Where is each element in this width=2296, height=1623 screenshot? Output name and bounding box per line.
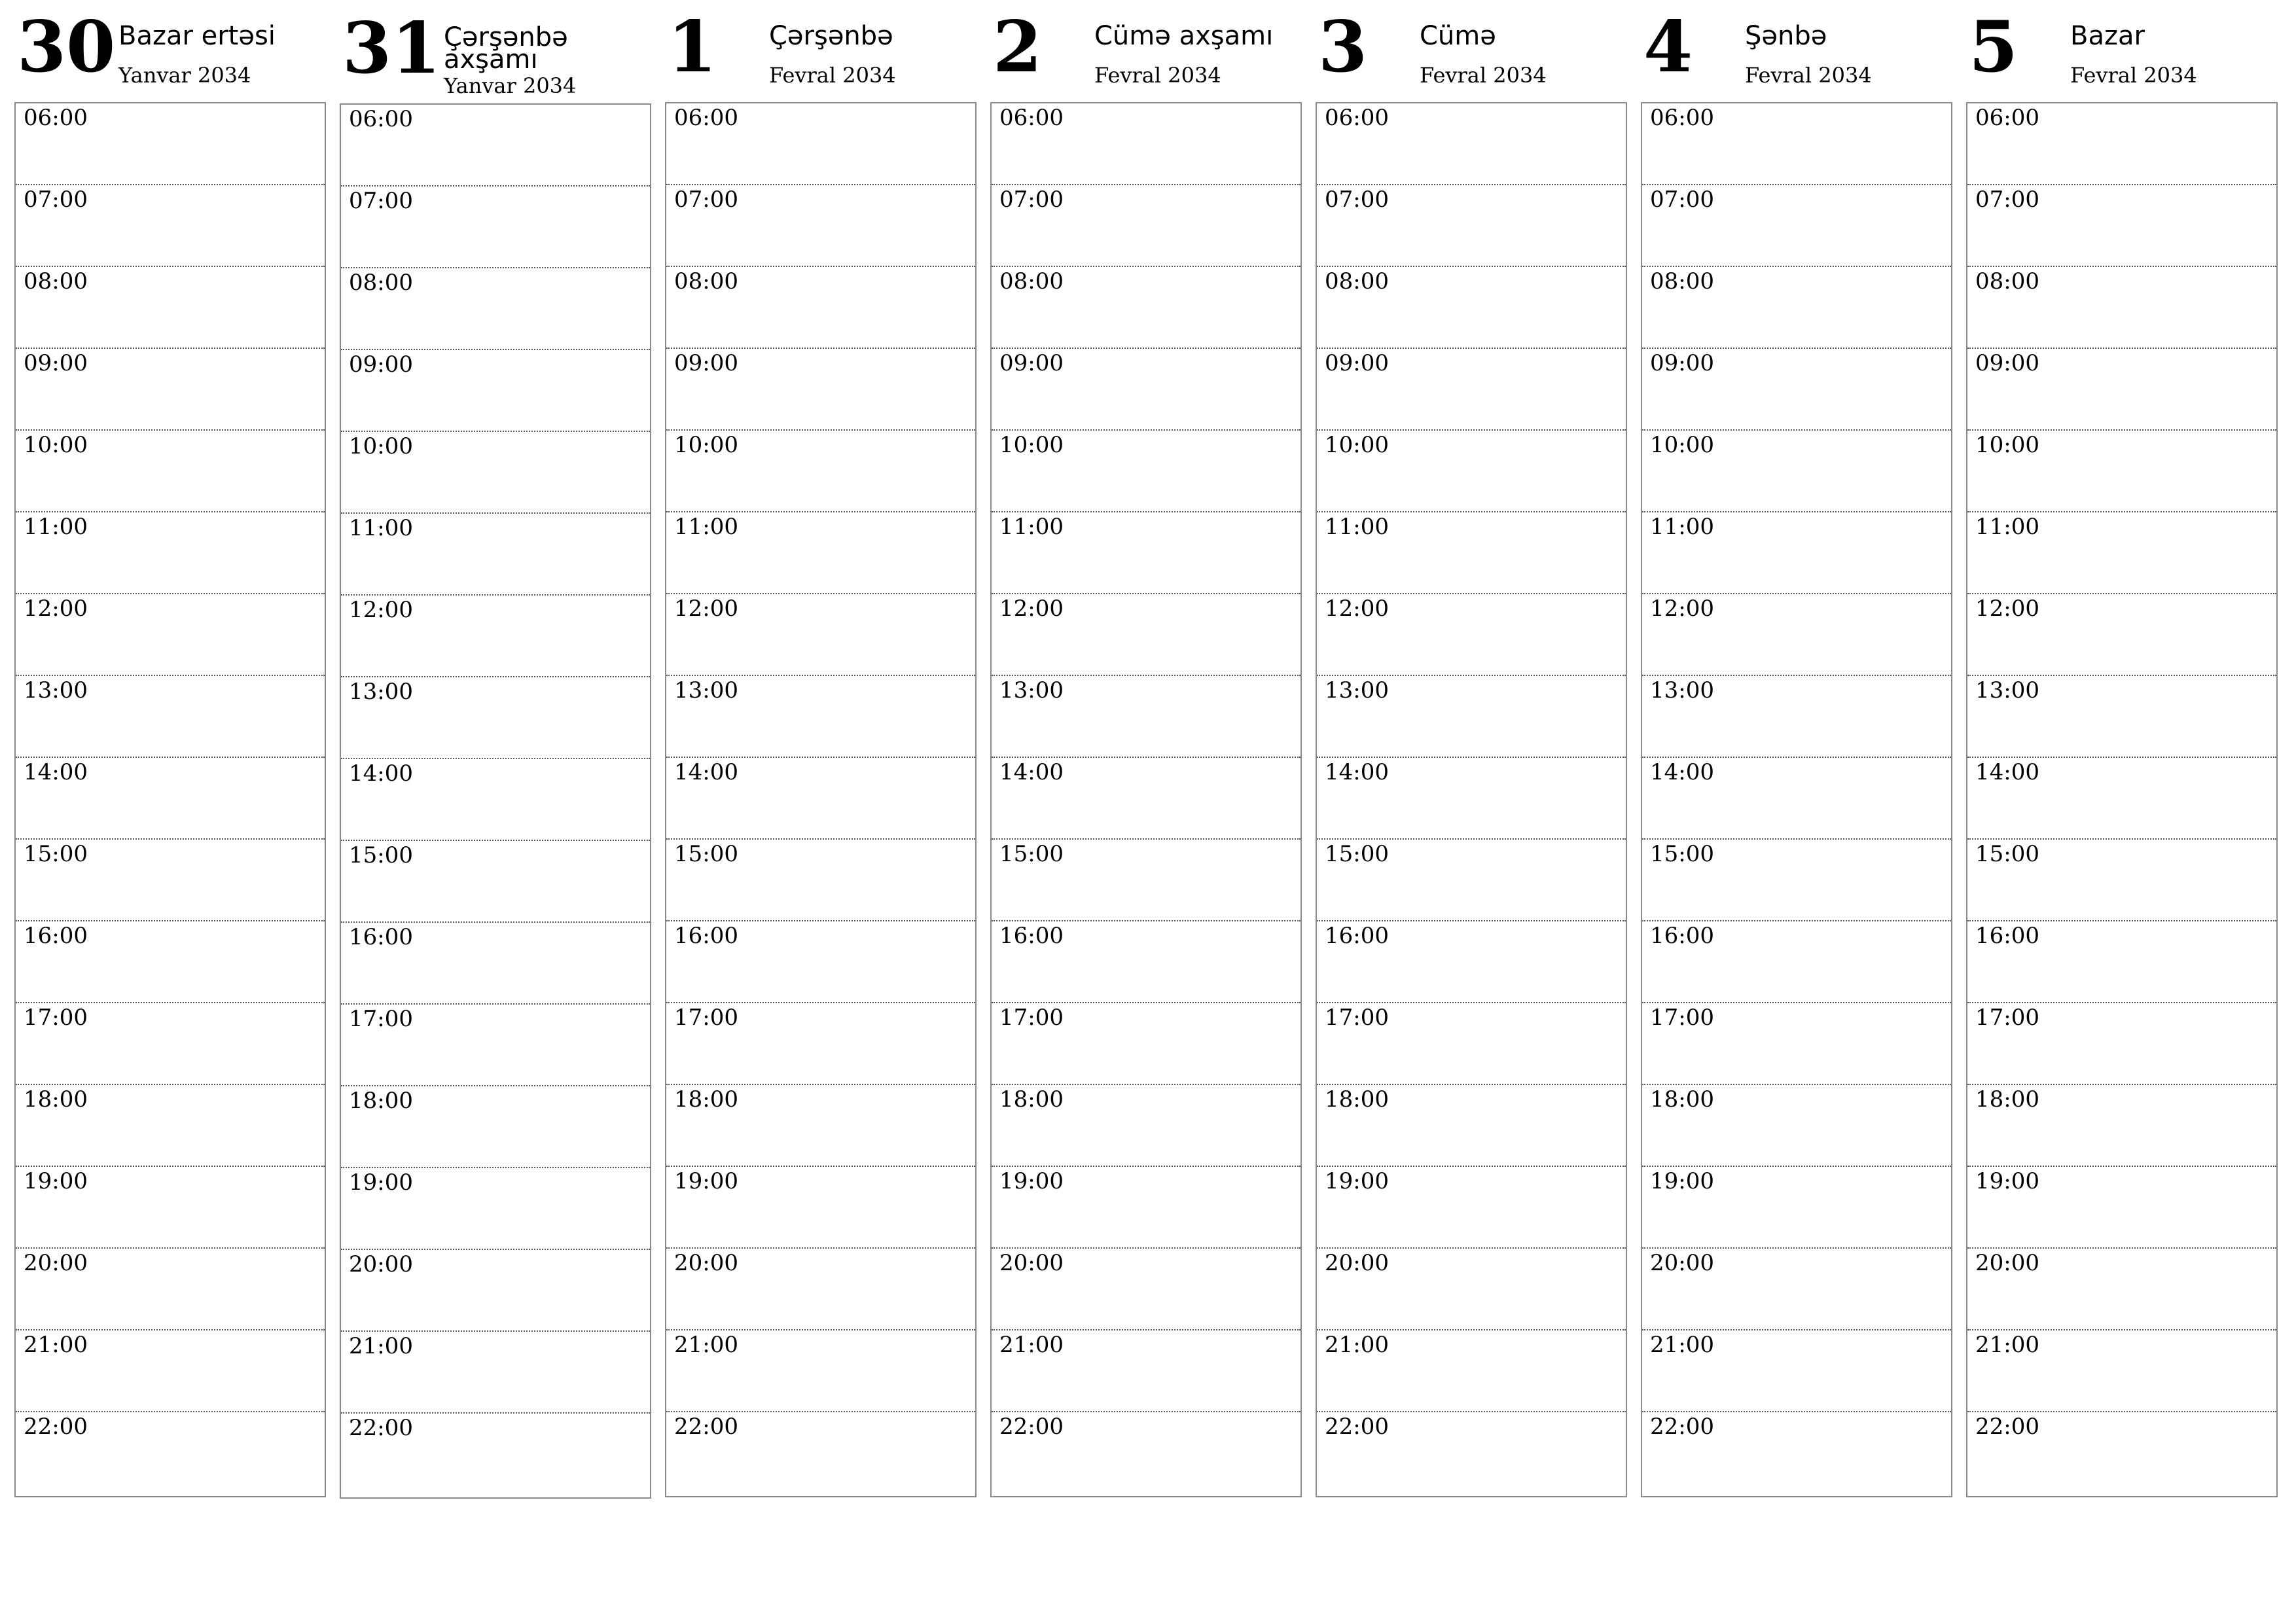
time-slot[interactable] bbox=[1317, 185, 1626, 267]
time-label: 20:00 bbox=[1325, 1250, 1389, 1276]
time-label: 18:00 bbox=[1650, 1086, 1714, 1113]
time-label: 18:00 bbox=[1975, 1086, 2039, 1113]
time-slot[interactable] bbox=[1642, 1167, 1951, 1249]
time-slot[interactable] bbox=[1317, 1249, 1626, 1330]
time-slot[interactable] bbox=[16, 594, 325, 676]
time-label: 18:00 bbox=[24, 1086, 88, 1113]
day-header bbox=[1641, 0, 1952, 103]
time-slot[interactable] bbox=[666, 1003, 975, 1085]
time-label: 06:00 bbox=[1650, 105, 1714, 131]
day-number: 5 bbox=[1969, 6, 2018, 88]
time-label: 10:00 bbox=[1975, 432, 2039, 458]
day-column bbox=[1316, 0, 1627, 1440]
time-slot[interactable] bbox=[341, 105, 650, 187]
time-slot[interactable] bbox=[341, 596, 650, 677]
month-year: Fevral 2034 bbox=[769, 63, 896, 88]
time-label: 17:00 bbox=[1975, 1005, 2039, 1031]
time-label: 13:00 bbox=[349, 679, 413, 705]
time-label: 19:00 bbox=[674, 1168, 738, 1194]
day-number: 1 bbox=[668, 6, 717, 88]
time-slot[interactable] bbox=[1317, 1167, 1626, 1249]
time-label: 21:00 bbox=[1325, 1332, 1389, 1358]
time-label: 11:00 bbox=[349, 515, 413, 541]
time-label: 11:00 bbox=[1650, 514, 1714, 540]
time-label: 08:00 bbox=[1975, 268, 2039, 294]
time-label: 16:00 bbox=[999, 923, 1064, 949]
weekday-name: Çərşənbə axşamı bbox=[444, 22, 568, 75]
time-label: 17:00 bbox=[24, 1005, 88, 1031]
time-slot[interactable] bbox=[992, 1003, 1300, 1085]
time-slot[interactable] bbox=[16, 1167, 325, 1249]
time-label: 20:00 bbox=[674, 1250, 738, 1276]
time-label: 09:00 bbox=[1650, 350, 1714, 376]
time-label: 22:00 bbox=[1975, 1414, 2039, 1440]
day-column bbox=[1641, 0, 1952, 1440]
time-label: 10:00 bbox=[349, 433, 413, 459]
time-label: 14:00 bbox=[1325, 759, 1389, 785]
time-label: 08:00 bbox=[1650, 268, 1714, 294]
time-label: 14:00 bbox=[1975, 759, 2039, 785]
time-slot[interactable] bbox=[1967, 1085, 2276, 1167]
time-slot[interactable] bbox=[16, 267, 325, 349]
time-slot[interactable] bbox=[1967, 1003, 2276, 1085]
time-label: 06:00 bbox=[999, 105, 1064, 131]
time-slot[interactable] bbox=[1642, 1330, 1951, 1412]
time-label: 12:00 bbox=[24, 596, 88, 622]
time-label: 13:00 bbox=[1975, 677, 2039, 704]
time-slot[interactable] bbox=[666, 431, 975, 512]
time-label: 17:00 bbox=[674, 1005, 738, 1031]
time-slot[interactable] bbox=[341, 1168, 650, 1250]
time-label: 14:00 bbox=[24, 759, 88, 785]
time-label: 14:00 bbox=[349, 760, 413, 787]
time-label: 17:00 bbox=[1650, 1005, 1714, 1031]
day-number: 3 bbox=[1318, 6, 1368, 88]
time-slot[interactable] bbox=[1967, 349, 2276, 431]
time-label: 22:00 bbox=[349, 1415, 413, 1441]
weekday-name: Cümə bbox=[1420, 21, 1496, 51]
time-slot[interactable] bbox=[666, 840, 975, 921]
time-label: 09:00 bbox=[349, 351, 413, 378]
time-label: 09:00 bbox=[24, 350, 88, 376]
time-slot[interactable] bbox=[341, 1005, 650, 1086]
time-slot[interactable] bbox=[1967, 267, 2276, 349]
time-label: 21:00 bbox=[349, 1333, 413, 1359]
time-slot[interactable] bbox=[666, 1412, 975, 1496]
day-column bbox=[990, 0, 1302, 1440]
time-slot[interactable] bbox=[1317, 758, 1626, 840]
time-slot[interactable] bbox=[1967, 1330, 2276, 1412]
day-header bbox=[14, 0, 326, 103]
time-slot[interactable] bbox=[341, 514, 650, 596]
time-slot[interactable] bbox=[1317, 103, 1626, 185]
time-slot[interactable] bbox=[1967, 921, 2276, 1003]
time-label: 07:00 bbox=[24, 187, 88, 213]
time-label: 12:00 bbox=[1325, 596, 1389, 622]
time-slot[interactable] bbox=[16, 103, 325, 185]
time-slot[interactable] bbox=[992, 594, 1300, 676]
time-slot[interactable] bbox=[1967, 758, 2276, 840]
time-slot[interactable] bbox=[992, 1167, 1300, 1249]
time-slot[interactable] bbox=[992, 267, 1300, 349]
time-slot[interactable] bbox=[341, 1332, 650, 1414]
day-number: 4 bbox=[1643, 6, 1693, 88]
time-label: 18:00 bbox=[999, 1086, 1064, 1113]
time-label: 12:00 bbox=[1650, 596, 1714, 622]
time-slot[interactable] bbox=[1642, 512, 1951, 594]
time-slot[interactable] bbox=[16, 1412, 325, 1496]
time-label: 11:00 bbox=[24, 514, 88, 540]
time-label: 15:00 bbox=[674, 841, 738, 867]
time-slot[interactable] bbox=[1317, 840, 1626, 921]
time-label: 08:00 bbox=[24, 268, 88, 294]
time-slot[interactable] bbox=[341, 677, 650, 759]
time-slot[interactable] bbox=[341, 841, 650, 923]
time-label: 22:00 bbox=[999, 1414, 1064, 1440]
time-label: 19:00 bbox=[1650, 1168, 1714, 1194]
time-label: 06:00 bbox=[1325, 105, 1389, 131]
time-label: 20:00 bbox=[999, 1250, 1064, 1276]
time-slot[interactable] bbox=[1642, 758, 1951, 840]
time-label: 13:00 bbox=[1325, 677, 1389, 704]
time-slot[interactable] bbox=[992, 1412, 1300, 1496]
time-slot[interactable] bbox=[1642, 1085, 1951, 1167]
time-label: 19:00 bbox=[1325, 1168, 1389, 1194]
month-year: Fevral 2034 bbox=[1745, 63, 1872, 88]
time-label: 22:00 bbox=[1650, 1414, 1714, 1440]
day-number: 31 bbox=[342, 7, 441, 90]
time-slot[interactable] bbox=[1642, 594, 1951, 676]
weekday-name: Çərşənbə bbox=[769, 21, 893, 51]
time-label: 09:00 bbox=[999, 350, 1064, 376]
time-slot[interactable] bbox=[1317, 349, 1626, 431]
time-slot[interactable] bbox=[666, 1249, 975, 1330]
time-label: 20:00 bbox=[1975, 1250, 2039, 1276]
time-label: 11:00 bbox=[1975, 514, 2039, 540]
hourly-schedule bbox=[340, 103, 651, 1499]
time-slot[interactable] bbox=[992, 676, 1300, 758]
time-label: 15:00 bbox=[349, 842, 413, 868]
time-label: 14:00 bbox=[999, 759, 1064, 785]
time-label: 21:00 bbox=[1975, 1332, 2039, 1358]
time-slot[interactable] bbox=[341, 1414, 650, 1497]
time-slot[interactable] bbox=[1317, 676, 1626, 758]
time-label: 21:00 bbox=[999, 1332, 1064, 1358]
time-slot[interactable] bbox=[666, 267, 975, 349]
time-slot[interactable] bbox=[1642, 1412, 1951, 1496]
time-slot[interactable] bbox=[1967, 185, 2276, 267]
day-column bbox=[14, 0, 326, 1440]
time-slot[interactable] bbox=[16, 676, 325, 758]
time-label: 08:00 bbox=[999, 268, 1064, 294]
time-slot[interactable] bbox=[341, 1086, 650, 1168]
time-label: 07:00 bbox=[674, 187, 738, 213]
time-slot[interactable] bbox=[341, 350, 650, 432]
time-slot[interactable] bbox=[992, 1249, 1300, 1330]
time-slot[interactable] bbox=[992, 349, 1300, 431]
time-label: 07:00 bbox=[349, 188, 413, 214]
time-slot[interactable] bbox=[341, 268, 650, 350]
time-slot[interactable] bbox=[666, 103, 975, 185]
hourly-schedule bbox=[1316, 102, 1627, 1497]
time-label: 19:00 bbox=[349, 1169, 413, 1196]
time-label: 21:00 bbox=[24, 1332, 88, 1358]
time-slot[interactable] bbox=[666, 1330, 975, 1412]
time-slot[interactable] bbox=[666, 349, 975, 431]
time-slot[interactable] bbox=[666, 676, 975, 758]
time-slot[interactable] bbox=[1642, 676, 1951, 758]
time-label: 11:00 bbox=[1325, 514, 1389, 540]
day-header bbox=[1966, 0, 2278, 103]
time-slot[interactable] bbox=[1642, 921, 1951, 1003]
time-slot[interactable] bbox=[16, 1330, 325, 1412]
time-slot[interactable] bbox=[1642, 1249, 1951, 1330]
time-label: 16:00 bbox=[1975, 923, 2039, 949]
time-slot[interactable] bbox=[992, 103, 1300, 185]
time-slot[interactable] bbox=[666, 1085, 975, 1167]
time-label: 15:00 bbox=[1325, 841, 1389, 867]
time-label: 16:00 bbox=[1325, 923, 1389, 949]
time-label: 18:00 bbox=[349, 1088, 413, 1114]
time-label: 16:00 bbox=[24, 923, 88, 949]
time-label: 07:00 bbox=[1325, 187, 1389, 213]
time-slot[interactable] bbox=[1967, 840, 2276, 921]
month-year: Fevral 2034 bbox=[1094, 63, 1221, 88]
time-slot[interactable] bbox=[1317, 594, 1626, 676]
time-label: 12:00 bbox=[349, 597, 413, 623]
day-header bbox=[340, 1, 651, 105]
time-label: 09:00 bbox=[674, 350, 738, 376]
day-number: 2 bbox=[993, 6, 1043, 88]
month-year: Fevral 2034 bbox=[2070, 63, 2197, 88]
time-slot[interactable] bbox=[1642, 185, 1951, 267]
time-label: 21:00 bbox=[674, 1332, 738, 1358]
time-label: 18:00 bbox=[674, 1086, 738, 1113]
time-label: 19:00 bbox=[1975, 1168, 2039, 1194]
time-label: 15:00 bbox=[24, 841, 88, 867]
time-label: 19:00 bbox=[24, 1168, 88, 1194]
day-column bbox=[340, 1, 651, 1441]
time-label: 09:00 bbox=[1975, 350, 2039, 376]
time-slot[interactable] bbox=[1317, 1085, 1626, 1167]
time-slot[interactable] bbox=[1317, 267, 1626, 349]
time-slot[interactable] bbox=[16, 1003, 325, 1085]
weekday-name: Bazar bbox=[2070, 21, 2145, 51]
time-label: 10:00 bbox=[999, 432, 1064, 458]
time-slot[interactable] bbox=[1642, 267, 1951, 349]
time-slot[interactable] bbox=[992, 512, 1300, 594]
time-slot[interactable] bbox=[16, 185, 325, 267]
time-label: 10:00 bbox=[674, 432, 738, 458]
time-slot[interactable] bbox=[16, 431, 325, 512]
month-year: Yanvar 2034 bbox=[444, 73, 577, 98]
time-slot[interactable] bbox=[992, 1085, 1300, 1167]
day-header bbox=[665, 0, 977, 103]
time-slot[interactable] bbox=[341, 1250, 650, 1332]
time-slot[interactable] bbox=[1642, 103, 1951, 185]
time-label: 16:00 bbox=[1650, 923, 1714, 949]
time-label: 14:00 bbox=[674, 759, 738, 785]
time-label: 10:00 bbox=[24, 432, 88, 458]
time-label: 21:00 bbox=[1650, 1332, 1714, 1358]
time-label: 10:00 bbox=[1325, 432, 1389, 458]
time-label: 06:00 bbox=[349, 106, 413, 132]
time-slot[interactable] bbox=[1967, 1167, 2276, 1249]
time-label: 12:00 bbox=[674, 596, 738, 622]
time-label: 20:00 bbox=[24, 1250, 88, 1276]
time-slot[interactable] bbox=[992, 758, 1300, 840]
hourly-schedule bbox=[1966, 102, 2278, 1497]
time-label: 11:00 bbox=[674, 514, 738, 540]
time-slot[interactable] bbox=[1317, 1412, 1626, 1496]
time-slot[interactable] bbox=[16, 840, 325, 921]
time-label: 08:00 bbox=[349, 270, 413, 296]
time-label: 18:00 bbox=[1325, 1086, 1389, 1113]
time-slot[interactable] bbox=[1642, 1003, 1951, 1085]
time-slot[interactable] bbox=[16, 1249, 325, 1330]
time-label: 19:00 bbox=[999, 1168, 1064, 1194]
month-year: Fevral 2034 bbox=[1420, 63, 1547, 88]
weekday-name: Bazar ertəsi bbox=[118, 21, 276, 51]
time-slot[interactable] bbox=[1317, 1330, 1626, 1412]
time-label: 11:00 bbox=[999, 514, 1064, 540]
time-label: 13:00 bbox=[999, 677, 1064, 704]
time-label: 22:00 bbox=[24, 1414, 88, 1440]
time-slot[interactable] bbox=[16, 1085, 325, 1167]
time-label: 13:00 bbox=[674, 677, 738, 704]
time-slot[interactable] bbox=[1967, 1249, 2276, 1330]
time-slot[interactable] bbox=[1317, 921, 1626, 1003]
time-slot[interactable] bbox=[1317, 1003, 1626, 1085]
time-slot[interactable] bbox=[1967, 512, 2276, 594]
time-label: 17:00 bbox=[999, 1005, 1064, 1031]
time-label: 14:00 bbox=[1650, 759, 1714, 785]
time-slot[interactable] bbox=[666, 921, 975, 1003]
time-slot[interactable] bbox=[666, 512, 975, 594]
weekday-name: Şənbə bbox=[1745, 21, 1827, 51]
time-slot[interactable] bbox=[1967, 431, 2276, 512]
time-slot[interactable] bbox=[1967, 594, 2276, 676]
time-label: 12:00 bbox=[999, 596, 1064, 622]
time-label: 07:00 bbox=[1650, 187, 1714, 213]
time-slot[interactable] bbox=[1642, 840, 1951, 921]
time-label: 16:00 bbox=[349, 924, 413, 950]
time-slot[interactable] bbox=[1967, 1412, 2276, 1496]
time-label: 08:00 bbox=[1325, 268, 1389, 294]
time-label: 06:00 bbox=[674, 105, 738, 131]
time-slot[interactable] bbox=[992, 431, 1300, 512]
time-label: 15:00 bbox=[1975, 841, 2039, 867]
day-header bbox=[1316, 0, 1627, 103]
time-label: 15:00 bbox=[1650, 841, 1714, 867]
time-slot[interactable] bbox=[1642, 431, 1951, 512]
time-label: 07:00 bbox=[999, 187, 1064, 213]
weekday-name: Cümə axşamı bbox=[1094, 21, 1274, 51]
time-label: 22:00 bbox=[1325, 1414, 1389, 1440]
time-slot[interactable] bbox=[666, 758, 975, 840]
time-label: 20:00 bbox=[349, 1251, 413, 1277]
time-label: 16:00 bbox=[674, 923, 738, 949]
time-label: 17:00 bbox=[1325, 1005, 1389, 1031]
time-slot[interactable] bbox=[341, 432, 650, 514]
time-slot[interactable] bbox=[992, 1330, 1300, 1412]
hourly-schedule bbox=[14, 102, 326, 1497]
time-label: 07:00 bbox=[1975, 187, 2039, 213]
time-slot[interactable] bbox=[666, 594, 975, 676]
time-label: 13:00 bbox=[1650, 677, 1714, 704]
time-label: 06:00 bbox=[1975, 105, 2039, 131]
hourly-schedule bbox=[1641, 102, 1952, 1497]
time-slot[interactable] bbox=[1317, 431, 1626, 512]
time-slot[interactable] bbox=[1967, 676, 2276, 758]
day-number: 30 bbox=[17, 6, 116, 88]
time-slot[interactable] bbox=[16, 921, 325, 1003]
time-label: 09:00 bbox=[1325, 350, 1389, 376]
time-label: 15:00 bbox=[999, 841, 1064, 867]
month-year: Yanvar 2034 bbox=[118, 63, 251, 88]
time-slot[interactable] bbox=[341, 187, 650, 268]
time-slot[interactable] bbox=[341, 759, 650, 841]
time-slot[interactable] bbox=[1642, 349, 1951, 431]
day-column bbox=[665, 0, 977, 1440]
hourly-schedule bbox=[990, 102, 1302, 1497]
time-slot[interactable] bbox=[16, 758, 325, 840]
time-slot[interactable] bbox=[16, 512, 325, 594]
time-slot[interactable] bbox=[666, 1167, 975, 1249]
time-slot[interactable] bbox=[341, 923, 650, 1005]
time-slot[interactable] bbox=[666, 185, 975, 267]
time-slot[interactable] bbox=[1317, 512, 1626, 594]
day-column bbox=[1966, 0, 2278, 1440]
hourly-schedule bbox=[665, 102, 977, 1497]
day-header bbox=[990, 0, 1302, 103]
time-label: 22:00 bbox=[674, 1414, 738, 1440]
time-label: 17:00 bbox=[349, 1006, 413, 1032]
time-label: 13:00 bbox=[24, 677, 88, 704]
time-label: 10:00 bbox=[1650, 432, 1714, 458]
time-label: 12:00 bbox=[1975, 596, 2039, 622]
time-label: 06:00 bbox=[24, 105, 88, 131]
time-slot[interactable] bbox=[1967, 103, 2276, 185]
time-label: 20:00 bbox=[1650, 1250, 1714, 1276]
time-slot[interactable] bbox=[992, 921, 1300, 1003]
time-label: 08:00 bbox=[674, 268, 738, 294]
time-slot[interactable] bbox=[992, 840, 1300, 921]
time-slot[interactable] bbox=[16, 349, 325, 431]
time-slot[interactable] bbox=[992, 185, 1300, 267]
